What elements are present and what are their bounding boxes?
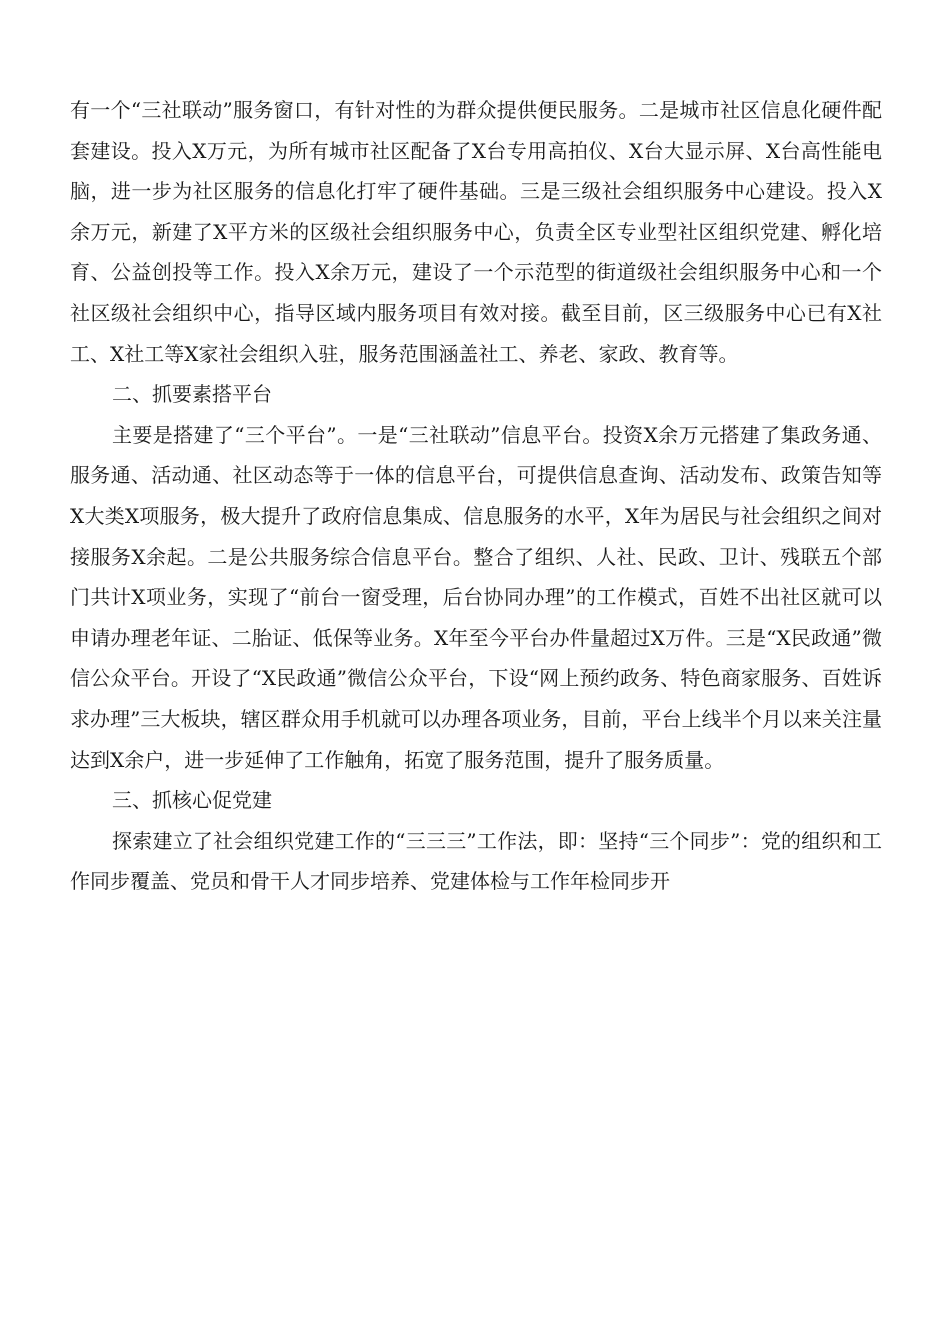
paragraph-2: 主要是搭建了“三个平台”。一是“三社联动”信息平台。投资X余万元搭建了集政务通、服务通、活动通、社区动态等于一体的信息平台，可提供信息查询、活动发布、政策告知等X大类X项服务，极大提升了政府信息集成、信息服务的水平，X年为居民与社会组织之间对接服务X余起。二是公共服务综合信息平台。整合了组织、人社、民政、卫计、残联五个部门共计X项业务，实现了“前台一窗受理，后台协同办理”的工作模式，百姓不出社区就可以申请办理老年证、二胎证、低保等业务。X年至今平台办件量超过X万件。三是“X民政通”微信公众平台。开设了“X民政通”微信公众平台，下设“网上预约政务、特色商家服务、百姓诉求办理”三大板块，辖区群众用手机就可以办理各项业务，目前，平台上线半个月以来关注量达到X余户，进一步延伸了工作触角，拓宽了服务范围，提升了服务质量。 xyxy=(70,422,882,772)
section-heading-2: 二、抓要素搭平台 xyxy=(112,382,272,407)
document-page xyxy=(70,90,882,902)
paragraph-1: 有一个“三社联动”服务窗口，有针对性的为群众提供便民服务。二是城市社区信息化硬件配套建设。投入X万元，为所有城市社区配备了X台专用高拍仪、X台大显示屏、X台高性能电脑，进一步为社区服务的信息化打牢了硬件基础。三是三级社会组织服务中心建设。投入X余万元，新建了X平方米的区级社会组织服务中心，负责全区专业型社区组织党建、孵化培育、公益创投等工作。投入X余万元，建设了一个示范型的街道级社会组织服务中心和一个社区级社会组织中心，指导区域内服务项目有效对接。截至目前，区三级服务中心已有X社工、X社工等X家社会组织入驻，服务范围涵盖社工、养老、家政、教育等。 xyxy=(70,98,882,366)
section-heading-3: 三、抓核心促党建 xyxy=(112,788,272,813)
paragraph-3: 探索建立了社会组织党建工作的“三三三”工作法，即：坚持“三个同步”：党的组织和工作同步覆盖、党员和骨干人才同步培养、党建体检与工作年检同步开 xyxy=(70,828,882,894)
